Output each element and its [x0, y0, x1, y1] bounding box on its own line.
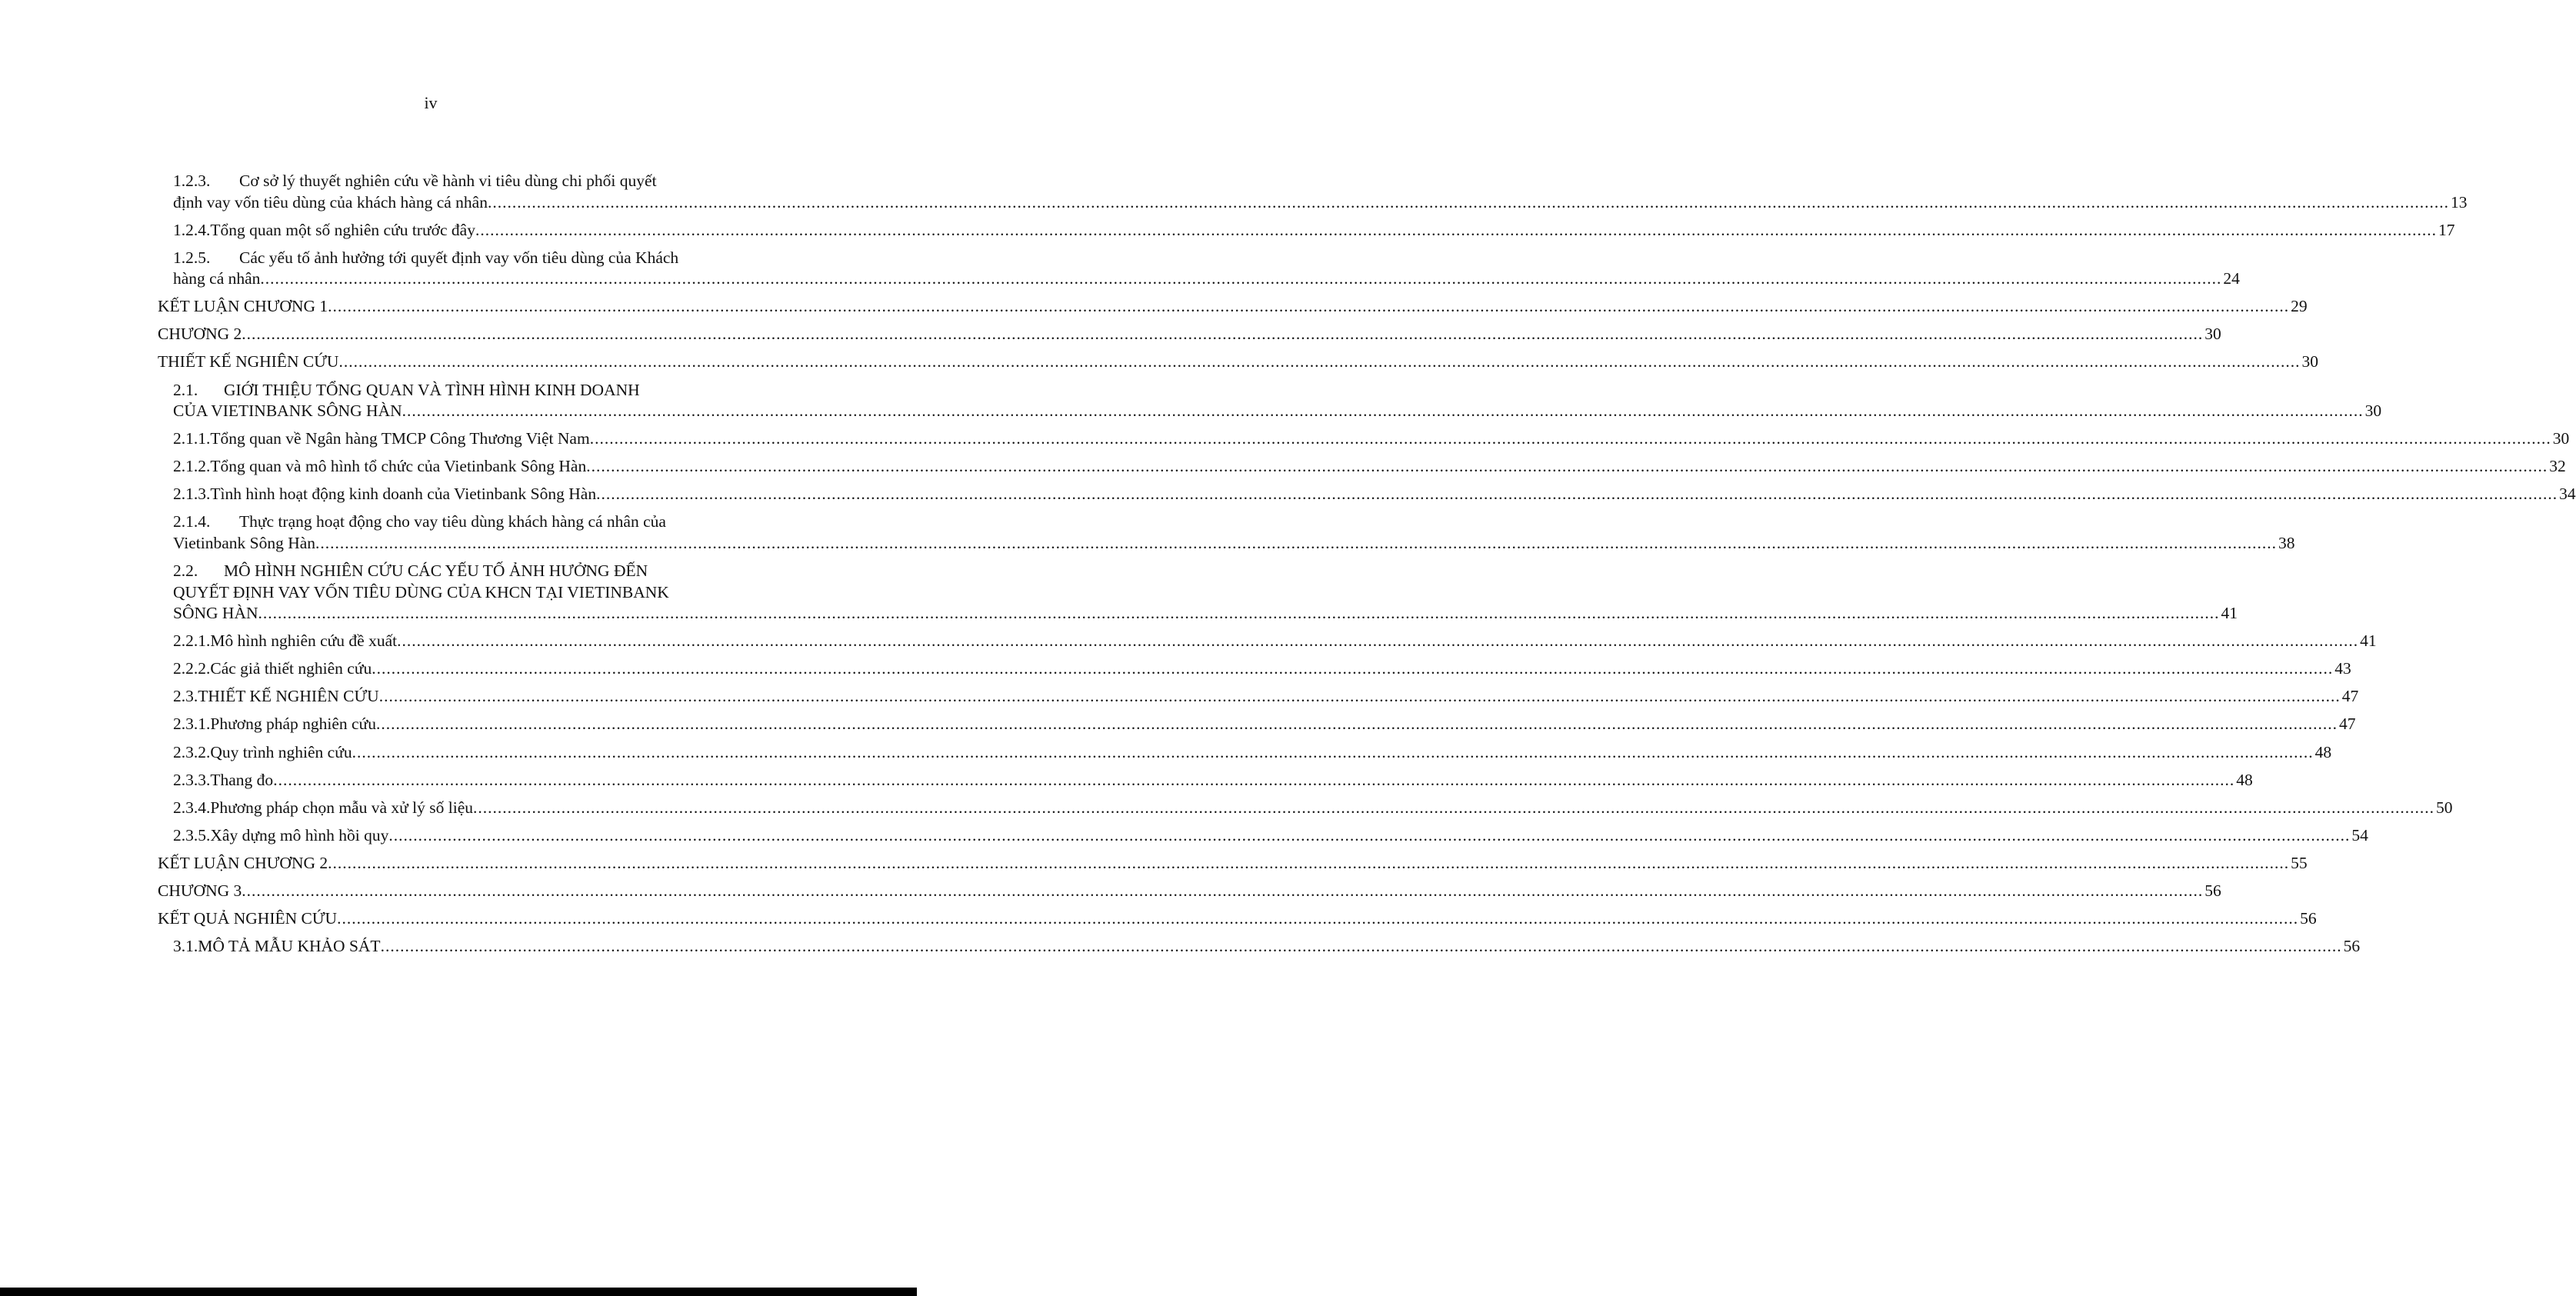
toc-entry-title-line: QUYẾT ĐỊNH VAY VỐN TIÊU DÙNG CỦA KHCN TẠI VIETINBANK [173, 582, 669, 601]
dot-leader: ................................................................................................................................................................................................................................................................................................................................................................................................................ [328, 853, 2290, 872]
toc-entry-number: 2.3.4. [173, 798, 211, 817]
dot-leader: ................................................................................................................................................................................................................................................................................................................................................................................................................ [260, 269, 2222, 288]
toc-entry[interactable] [158, 908, 2317, 930]
dot-leader: ................................................................................................................................................................................................................................................................................................................................................................................................................ [352, 742, 2314, 761]
dot-leader: ................................................................................................................................................................................................................................................................................................................................................................................................................ [596, 485, 2558, 504]
toc-entry-title-line: Thực trạng hoạt động cho vay tiêu dùng khách hàng cá nhân của [239, 512, 666, 531]
toc-entry-title: CỦA VIETINBANK SÔNG HÀN [173, 401, 402, 421]
dot-leader: ................................................................................................................................................................................................................................................................................................................................................................................................................ [472, 798, 2434, 817]
bottom-border-bar [0, 1288, 917, 1296]
toc-entry-title: Tổng quan một số nghiên cứu trước đây [210, 220, 475, 239]
toc-entry-number: 2.1.1. [173, 429, 211, 448]
dot-leader: ................................................................................................................................................................................................................................................................................................................................................................................................................ [397, 631, 2359, 651]
toc-entry[interactable] [158, 686, 2359, 708]
toc-entry-page: 32 [2549, 457, 2566, 476]
toc-entry-page: 30 [2552, 429, 2570, 448]
toc-entry[interactable] [158, 220, 2455, 242]
toc-entry-number: 2.1.4. [173, 512, 211, 531]
toc-entry[interactable] [158, 351, 2318, 373]
dot-leader: ................................................................................................................................................................................................................................................................................................................................................................................................................ [372, 659, 2334, 678]
dot-leader: ................................................................................................................................................................................................................................................................................................................................................................................................................ [475, 220, 2437, 239]
toc-entry-title: MÔ TẢ MẪU KHẢO SÁT [198, 937, 381, 956]
toc-entry-title: định vay vốn tiêu dùng của khách hàng cá nhân [173, 192, 488, 212]
toc-entry-title: Tổng quan về Ngân hàng TMCP Công Thương Việt Nam [210, 429, 590, 448]
toc-entry[interactable] [158, 770, 2253, 791]
toc-entry-page: 34 [2559, 485, 2576, 504]
dot-leader: ................................................................................................................................................................................................................................................................................................................................................................................................................ [258, 604, 2220, 623]
toc-entry-title: CHƯƠNG 3 [158, 881, 242, 900]
toc-entry[interactable] [158, 714, 2356, 735]
toc-entry-number: 2.2.1. [173, 631, 211, 651]
toc-entry-number: 3.1. [173, 937, 198, 956]
toc-entry[interactable] [158, 936, 2361, 958]
toc-entry-page: 50 [2435, 798, 2453, 817]
toc-entry-title: Phương pháp chọn mẫu và xử lý số liệu [210, 798, 473, 817]
toc-entry-page: 29 [2291, 297, 2308, 316]
dot-leader: ................................................................................................................................................................................................................................................................................................................................................................................................................ [586, 457, 2548, 476]
toc-entry-page: 24 [2223, 269, 2240, 288]
toc-entry-number: 2.2.2. [173, 659, 211, 678]
toc-entry[interactable] [158, 881, 2221, 902]
toc-entry-page: 47 [2341, 687, 2359, 706]
toc-entry-page: 17 [2438, 220, 2455, 239]
toc-entry[interactable] [158, 631, 2377, 652]
toc-entry[interactable] [158, 428, 2570, 450]
toc-entry-page: 30 [2364, 401, 2382, 421]
toc-entry-title: Các giả thiết nghiên cứu [210, 659, 372, 678]
dot-leader: ................................................................................................................................................................................................................................................................................................................................................................................................................ [338, 352, 2301, 371]
toc-entry[interactable] [158, 658, 2351, 680]
dot-leader: ................................................................................................................................................................................................................................................................................................................................................................................................................ [242, 325, 2204, 344]
dot-leader: ................................................................................................................................................................................................................................................................................................................................................................................................................ [273, 770, 2235, 789]
toc-entry-title: Tổng quan và mô hình tổ chức của Vietinbank Sông Hàn [210, 457, 587, 476]
toc-entry-page: 56 [2300, 909, 2317, 928]
toc-entry-title: CHƯƠNG 2 [158, 325, 242, 344]
toc-entry-title: THIẾT KẾ NGHIÊN CỨU [158, 352, 339, 371]
toc-entry-title: Xây dựng mô hình hồi quy [210, 825, 389, 845]
toc-entry-title-line: GIỚI THIỆU TỔNG QUAN VÀ TÌNH HÌNH KINH DOANH [224, 380, 640, 399]
toc-entry-number: 2.3.1. [173, 715, 211, 734]
toc-entry[interactable] [158, 456, 2566, 478]
dot-leader: ................................................................................................................................................................................................................................................................................................................................................................................................................ [375, 715, 2338, 734]
toc-entry-title: Tình hình hoạt động kinh doanh của Vietinbank Sông Hàn [210, 485, 597, 504]
toc-entry-page: 30 [2301, 352, 2318, 371]
dot-leader: ................................................................................................................................................................................................................................................................................................................................................................................................................ [242, 881, 2204, 900]
toc-entry[interactable] [158, 484, 2576, 505]
toc-entry-number: 2.3. [173, 687, 198, 706]
toc-entry[interactable] [158, 296, 2308, 318]
toc-entry[interactable] [158, 561, 2238, 625]
toc-entry[interactable] [158, 798, 2453, 819]
toc-entry-title: SÔNG HÀN [173, 604, 258, 623]
toc-entry-number: 2.3.3. [173, 770, 211, 789]
dot-leader: ................................................................................................................................................................................................................................................................................................................................................................................................................ [315, 533, 2278, 552]
toc-entry[interactable] [158, 248, 2240, 290]
toc-entry-page: 55 [2291, 853, 2308, 872]
toc-entry[interactable] [158, 324, 2221, 345]
toc-entry-page: 56 [2343, 937, 2361, 956]
toc-entry[interactable] [158, 380, 2382, 422]
toc-entry-title: Thang đo [210, 770, 274, 789]
toc-entry-title: KẾT LUẬN CHƯƠNG 2 [158, 853, 328, 872]
toc-entry-page: 30 [2204, 325, 2221, 344]
toc-entry-number: 1.2.3. [173, 172, 211, 190]
toc-entry-title: Vietinbank Sông Hàn [173, 533, 316, 552]
toc-entry[interactable] [158, 825, 2368, 847]
toc-entry[interactable] [158, 853, 2308, 875]
table-of-contents [158, 171, 2576, 958]
toc-entry[interactable] [158, 511, 2295, 554]
dot-leader: ................................................................................................................................................................................................................................................................................................................................................................................................................ [487, 192, 2449, 212]
toc-entry-title-line: Cơ sở lý thuyết nghiên cứu về hành vi tiêu dùng chi phối quyết [239, 172, 657, 190]
toc-entry[interactable] [158, 742, 2332, 764]
dot-leader: ................................................................................................................................................................................................................................................................................................................................................................................................................ [589, 429, 2551, 448]
dot-leader: ................................................................................................................................................................................................................................................................................................................................................................................................................ [378, 687, 2341, 706]
toc-entry-title-line: Các yếu tố ảnh hưởng tới quyết định vay vốn tiêu dùng của Khách [239, 248, 679, 267]
toc-entry-number: 2.3.2. [173, 742, 211, 761]
toc-entry-number: 2.1.2. [173, 457, 211, 476]
page-number: iv [424, 93, 438, 112]
toc-entry-number: 1.2.5. [173, 248, 211, 267]
dot-leader: ................................................................................................................................................................................................................................................................................................................................................................................................................ [328, 297, 2290, 316]
toc-entry-title: Quy trình nghiên cứu [210, 742, 352, 761]
toc-entry-number: 2.2. [173, 561, 198, 581]
toc-entry-title: KẾT QUẢ NGHIÊN CỨU [158, 909, 338, 928]
toc-entry-page: 13 [2450, 192, 2468, 212]
toc-entry-number: 1.2.4. [173, 220, 211, 239]
toc-entry-title: THIẾT KẾ NGHIÊN CỨU [198, 687, 379, 706]
toc-entry-title: Mô hình nghiên cứu đề xuất [210, 631, 398, 651]
dot-leader: ................................................................................................................................................................................................................................................................................................................................................................................................................ [388, 825, 2351, 845]
toc-entry-title: hàng cá nhân [173, 269, 261, 288]
toc-entry-title: Phương pháp nghiên cứu [210, 715, 376, 734]
toc-entry-page: 41 [2221, 604, 2238, 623]
toc-entry[interactable] [158, 171, 2468, 213]
toc-entry-page: 43 [2334, 659, 2351, 678]
toc-entry-page: 47 [2338, 715, 2356, 734]
toc-entry-page: 54 [2351, 825, 2368, 845]
toc-entry-number: 2.3.5. [173, 825, 211, 845]
toc-entry-number: 2.1. [173, 380, 198, 399]
dot-leader: ................................................................................................................................................................................................................................................................................................................................................................................................................ [380, 937, 2342, 956]
toc-entry-page: 41 [2360, 631, 2377, 651]
toc-entry-number: 2.1.3. [173, 485, 211, 504]
toc-entry-page: 38 [2278, 533, 2295, 552]
dot-leader: ................................................................................................................................................................................................................................................................................................................................................................................................................ [402, 401, 2364, 421]
toc-entry-page: 48 [2236, 770, 2253, 789]
toc-entry-title: KẾT LUẬN CHƯƠNG 1 [158, 297, 328, 316]
toc-entry-page: 48 [2314, 742, 2332, 761]
dot-leader: ................................................................................................................................................................................................................................................................................................................................................................................................................ [337, 909, 2299, 928]
toc-entry-title-line: MÔ HÌNH NGHIÊN CỨU CÁC YẾU TỐ ẢNH HƯỞNG ĐẾN [224, 561, 648, 581]
toc-entry-page: 56 [2204, 881, 2221, 900]
